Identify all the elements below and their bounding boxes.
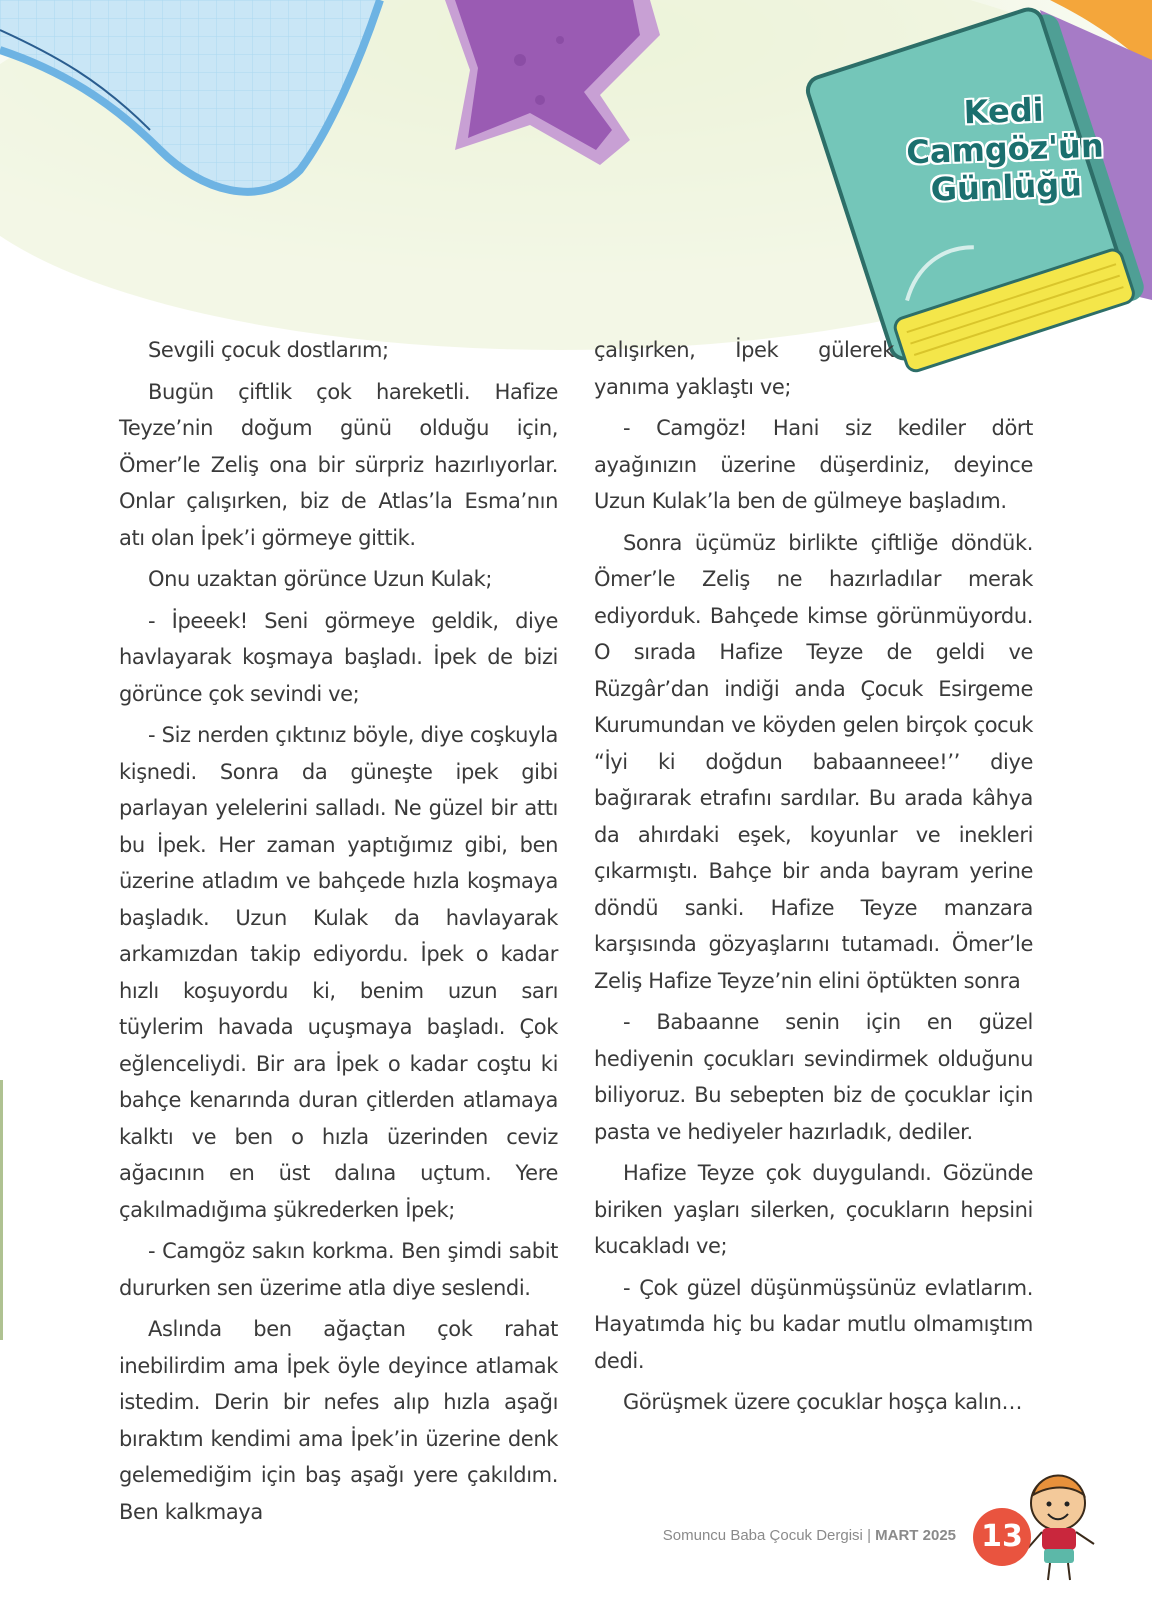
paragraph: - Çok güzel düşünmüşsünüz evlatlarım. Hayatımda hiç bu kadar mutlu olmamıştım dedi.	[594, 1275, 1033, 1373]
paragraph: - Camgöz! Hani siz kediler dört ayağınızın üzerine düşerdiniz, deyince Uzun Kulak’la ben de gülmeye başladım.	[594, 416, 1033, 513]
paragraph: - Babaanne senin için en güzel hediyenin çocukları sevindirmek olduğunu biliyoruz. Bu sebepten biz de çocuklar için pasta ve hediyeler hazırladık, dediler.	[594, 1010, 1033, 1144]
paragraph: Sevgili çocuk dostlarım;	[148, 338, 389, 362]
boy-illustration	[1028, 1475, 1094, 1580]
article-column-left	[119, 332, 558, 1535]
paragraph: - Camgöz sakın korkma. Ben şimdi sabit dururken sen üzerime atla diye seslendi.	[119, 1239, 558, 1300]
book-title-line: Kedi	[963, 90, 1045, 132]
magazine-name: Somuncu Baba Çocuk Dergisi	[662, 1527, 863, 1544]
footer-separator: |	[867, 1527, 871, 1544]
paragraph-continuation: çalışırken, İpek gülerek yanıma yaklaştı ve;	[594, 338, 894, 399]
paragraph: - İpeeek! Seni görmeye geldik, diye havlayarak koşmaya başladı. İpek de bizi görünce çok sevindi ve;	[119, 608, 558, 706]
paragraph: - Siz nerden çıktınız böyle, diye coşkuyla kişnedi. Sonra da güneşte ipek gibi parlayan yelelerini salladı. Ne güzel bir attı bu İpek. Her zaman yaptığımız gibi, ben üzerine atladım ve bahçede hızla koşmaya başladık. Uzun Kulak da havlayarak arkamızdan takip ediyordu. İpek o kadar hızlı koşuyordu ki, benim uzun sarı tüylerim havada uçuşmaya başladı. Çok eğlenceliydi. Bir ara İpek o kadar coştu ki bahçe kenarında duran çitlerden atlamaya kalktı ve ben o hızla üzerinden ceviz ağacının en üst dalına uçtum. Yere çakılmadığıma şükrederken İpek;	[119, 723, 558, 1222]
footer	[600, 1527, 956, 1544]
book-title-line: Camgöz'ün	[905, 126, 1105, 172]
book-title-line: Günlüğü	[930, 165, 1083, 209]
book-title	[878, 88, 1132, 211]
paragraph: Bugün çiftlik çok hareketli. Hafize Teyze’nin doğum günü olduğu için, Ömer’le Zeliş ona bir sürpriz hazırlıyorlar. Onlar çalışırken, biz de Atlas’la Esma’nın atı olan İpek’i görmeye gittik.	[119, 379, 558, 550]
paragraph: Onu uzaktan görünce Uzun Kulak;	[148, 567, 493, 591]
paragraph: Sonra üçümüz birlikte çiftliğe döndük. Ömer’le Zeliş ne hazırladılar merak ediyorduk. Bahçede kimse görünmüyordu. O sırada Hafize Teyze de geldi ve Rüzgâr’dan indiği anda Çocuk Esirgeme Kurumundan ve köyden gelen birçok çocuk “İyi ki doğdun babaanneee!’’ diye bağırarak etrafını sardılar. Bu arada kâhya da ahırdaki eşek, koyunlar ve inekleri çıkarmıştı. Bahçe bir anda bayram yerine döndü sanki. Hafize Teyze manzara karşısında gözyaşlarını tutamadı. Ömer’le Zeliş Hafize Teyze’nin elini öptükten sonra	[594, 530, 1033, 993]
page-number-badge: 13	[973, 1508, 1031, 1566]
paragraph: Hafize Teyze çok duygulandı. Gözünde biriken yaşları silerken, çocukların hepsini kucakladı ve;	[594, 1161, 1033, 1258]
issue-date: MART 2025	[875, 1527, 956, 1544]
paragraph: Görüşmek üzere çocuklar hoşça kalın…	[623, 1390, 1023, 1414]
article-column-right	[594, 332, 1033, 1426]
paragraph: Aslında ben ağaçtan çok rahat inebilirdim ama İpek öyle deyince atlamak istedim. Derin bir nefes alıp hızla aşağı bıraktım kendimi ama İpek’in üzerine denk gelemediğim için baş aşağı yere çakıldım. Ben kalkmaya	[119, 1317, 558, 1524]
